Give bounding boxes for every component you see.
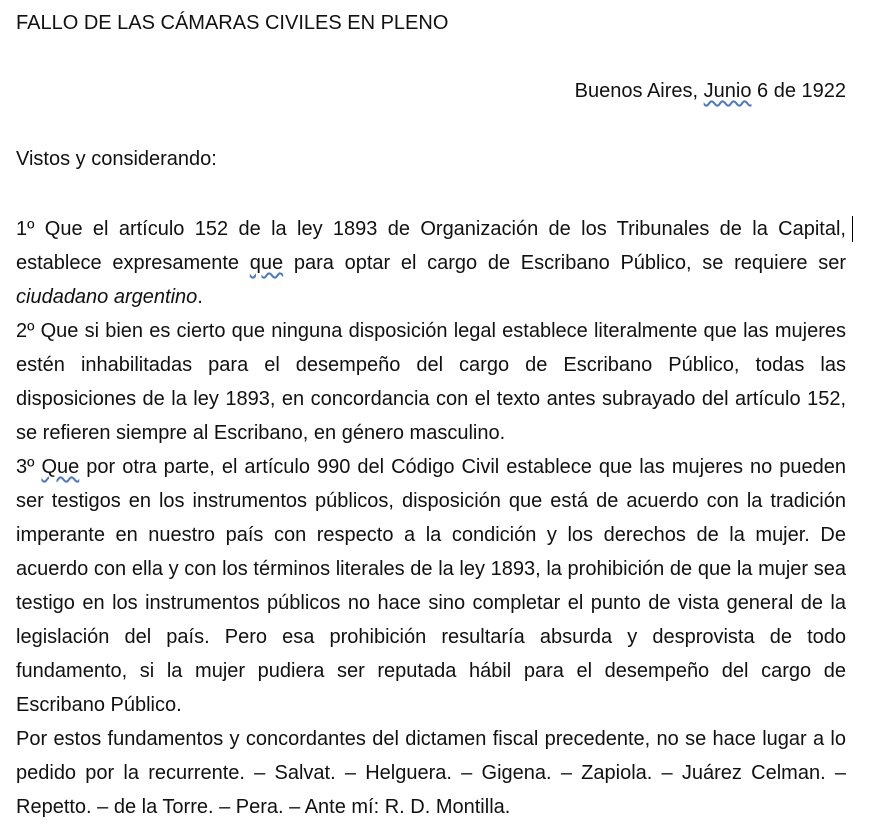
paragraph-3: [16, 450, 846, 722]
text-cursor: [852, 216, 853, 242]
date-city: Buenos Aires,: [574, 80, 699, 102]
paragraph-1-emphasis: ciudadano argentino: [16, 286, 198, 308]
paragraph-1-text-c: .: [197, 286, 203, 308]
document-body[interactable]: [16, 212, 846, 824]
paragraph-4: Por estos fundamentos y concordantes del dictamen fiscal precedente, no se hace lugar a lo pedido por la recurrente. – Salvat. – Helguera. – Gigena. – Zapiola. – Juárez Celman. – Repetto. – de la Torre. – Pera. – Ante mí: R. D. Montilla.: [16, 728, 846, 818]
date-month-spellcheck[interactable]: Junio: [703, 80, 752, 102]
paragraph-3-que-spellcheck[interactable]: Que: [41, 456, 80, 478]
document-title: FALLO DE LAS CÁMARAS CIVILES EN PLENO: [16, 12, 449, 34]
paragraph-1: [16, 212, 846, 314]
paragraph-1-text-a: 1º Que el artículo 152 de la ley 1893 de Organización de los Tribunales de la Capital, establece expresamente: [16, 218, 846, 274]
paragraph-3-number: 3º: [16, 456, 35, 478]
date-day-year: 6 de 1922: [757, 80, 846, 102]
paragraph-2: 2º Que si bien es cierto que ninguna disposición legal establece literalmente que las mujeres estén inhabilitadas para el desempeño del cargo de Escribano Público, todas las disposiciones de la ley 1893, en concordancia con el texto antes subrayado del artículo 152, se refieren siempre al Escribano, en género masculino.: [16, 320, 846, 444]
paragraph-1-que-spellcheck[interactable]: que: [249, 252, 284, 274]
intro-line: Vistos y considerando:: [16, 148, 217, 170]
paragraph-3-text: por otra parte, el artículo 990 del Código Civil establece que las mujeres no pueden ser testigos en los instrumentos públicos, disposición que está de acuerdo con la tradición imperante en nuestro país con respecto a la condición y los derechos de la mujer. De acuerdo con ella y con los términos literales de la ley 1893, la prohibición de que la mujer sea testigo en los instrumentos públicos no hace sino completar el punto de vista general de la legislación del país. Pero esa prohibición resultaría absurda y desprovista de todo fundamento, si la mujer pudiera ser reputada hábil para el desempeño del cargo de Escribano Público.: [16, 456, 846, 716]
document-date: [575, 78, 846, 104]
paragraph-1-text-b: para optar el cargo de Escribano Público, se requiere ser: [293, 252, 846, 274]
